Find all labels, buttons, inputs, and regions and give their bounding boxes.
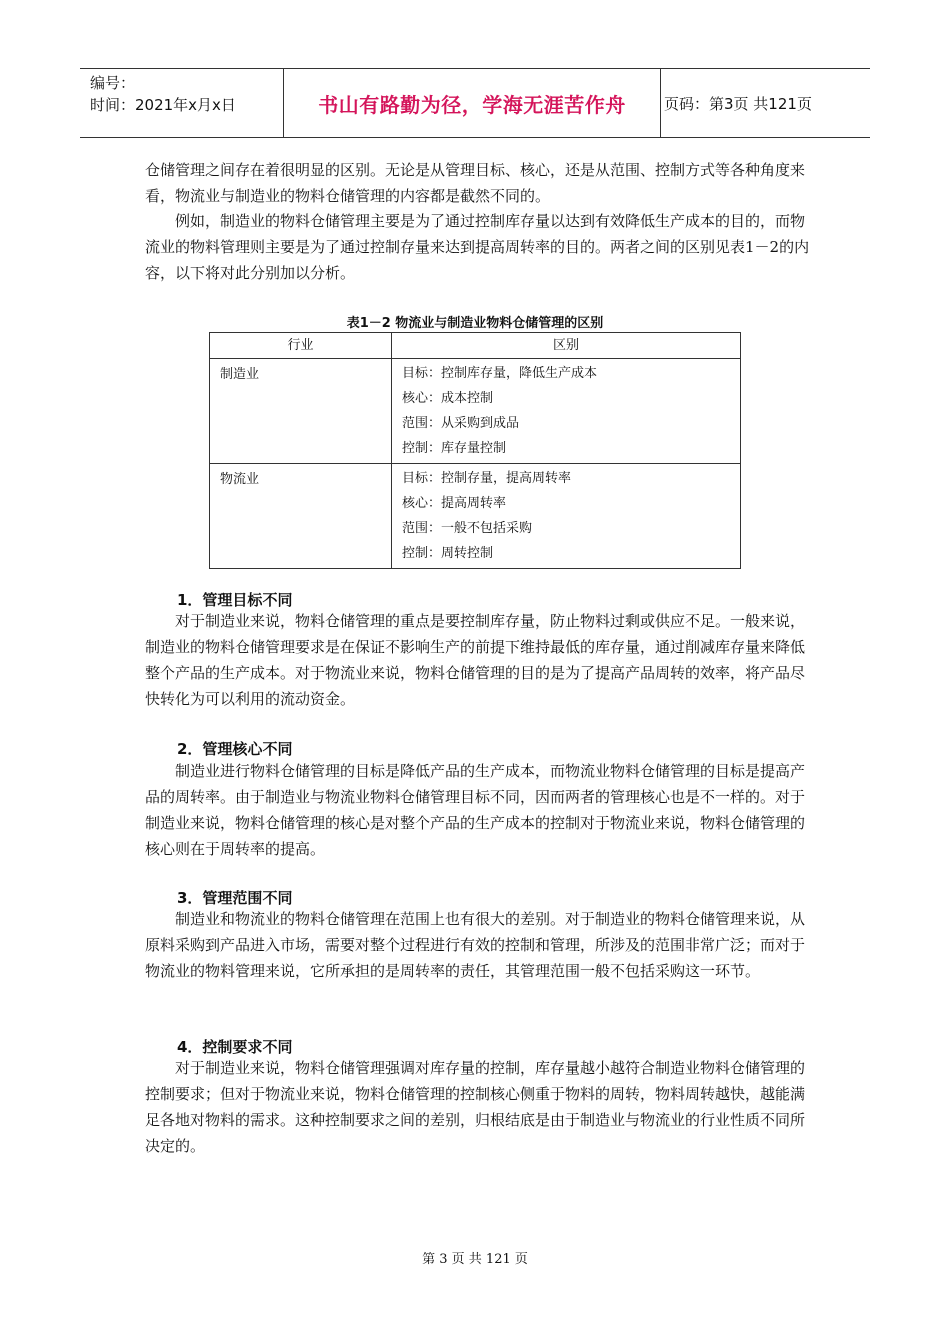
difference-item: 控制：周转控制 <box>402 546 494 561</box>
table-row <box>210 464 741 569</box>
difference-item: 范围：一般不包括采购 <box>402 521 533 536</box>
section-heading-3: 3．管理范围不同 <box>177 889 293 907</box>
section-body-4: 对于制造业来说，物料仓储管理强调对库存量的控制，库存量越小越符合制造业物料仓储管理的控制要求；但对于物流业来说，物料仓储管理的控制核心侧重于物料的周转，物料周转越快，越能满足各地对物料的需求。这种控制要求之间的差别，归根结底是由于制造业与物流业的行业性质不同所决定的。 <box>145 1059 806 1155</box>
time-label: 时间：2021年x月x日 <box>90 96 236 114</box>
difference-item: 核心：成本控制 <box>402 391 494 406</box>
difference-cell <box>392 464 741 569</box>
industry-cell: 物流业 <box>210 464 392 569</box>
section-body-3: 制造业和物流业的物料仓储管理在范围上也有很大的差别。对于制造业的物料仓储管理来说，从原料采购到产品进入市场，需要对整个过程进行有效的控制和管理，所涉及的范围非常广泛；而对于物流业的物料管理来说，它所承担的是周转率的责任，其管理范围一般不包括采购这一环节。 <box>145 910 806 980</box>
table-caption: 表1－2 物流业与制造业物料仓储管理的区别 <box>346 316 604 331</box>
column-header-difference: 区别 <box>392 333 741 359</box>
comparison-table <box>209 332 741 569</box>
difference-item: 核心：提高周转率 <box>402 496 507 511</box>
section-heading-1: 1．管理目标不同 <box>177 591 293 609</box>
page-header <box>80 68 870 138</box>
section-heading-2: 2．管理核心不同 <box>177 740 293 758</box>
difference-item: 目标：控制存量，提高周转率 <box>402 471 572 486</box>
section-body-2: 制造业进行物料仓储管理的目标是降低产品的生产成本，而物流业物料仓储管理的目标是提高产品的周转率。由于制造业与物流业物料仓储管理目标不同，因而两者的管理核心也是不一样的。对于制造业来说，物料仓储管理的核心是对整个产品的生产成本的控制对于物流业来说，物料仓储管理的核心则在于周转率的提高。 <box>145 762 806 858</box>
table-row <box>210 359 741 464</box>
column-header-industry: 行业 <box>210 333 392 359</box>
table-header-row <box>210 333 741 359</box>
difference-item: 目标：控制库存量，降低生产成本 <box>402 366 598 381</box>
section-body-1: 对于制造业来说，物料仓储管理的重点是要控制库存量，防止物料过剩或供应不足。一般来说，制造业的物料仓储管理要求是在保证不影响生产的前提下维持最低的库存量，通过削减库存量来降低整个产品的生产成本。对于物流业来说，物料仓储管理的目的是为了提高产品周转的效率，将产品尽快转化为可以利用的流动资金。 <box>145 612 806 708</box>
intro-paragraph-1: 仓储管理之间存在着很明显的区别。无论是从管理目标、核心，还是从范围、控制方式等各种角度来看，物流业与制造业的物料仓储管理的内容都是截然不同的。 <box>145 161 806 205</box>
header-meta <box>80 69 283 137</box>
intro-paragraph-2: 例如，制造业的物料仓储管理主要是为了通过控制库存量以达到有效降低生产成本的目的，而物流业的物料管理则主要是为了通过控制存量来达到提高周转率的目的。两者之间的区别见表1－2的内容，以下将对此分别加以分析。 <box>145 212 810 282</box>
difference-item: 范围：从采购到成品 <box>402 416 520 431</box>
difference-item: 控制：库存量控制 <box>402 441 507 456</box>
difference-cell <box>392 359 741 464</box>
code-label: 编号： <box>90 74 136 92</box>
header-motto: 书山有路勤为径，学海无涯苦作舟 <box>283 69 661 137</box>
section-heading-4: 4．控制要求不同 <box>177 1038 293 1056</box>
header-page-number: 页码：第3页 共121页 <box>664 94 812 113</box>
industry-cell: 制造业 <box>210 359 392 464</box>
page-footer: 第 3 页 共 121 页 <box>422 1252 528 1267</box>
